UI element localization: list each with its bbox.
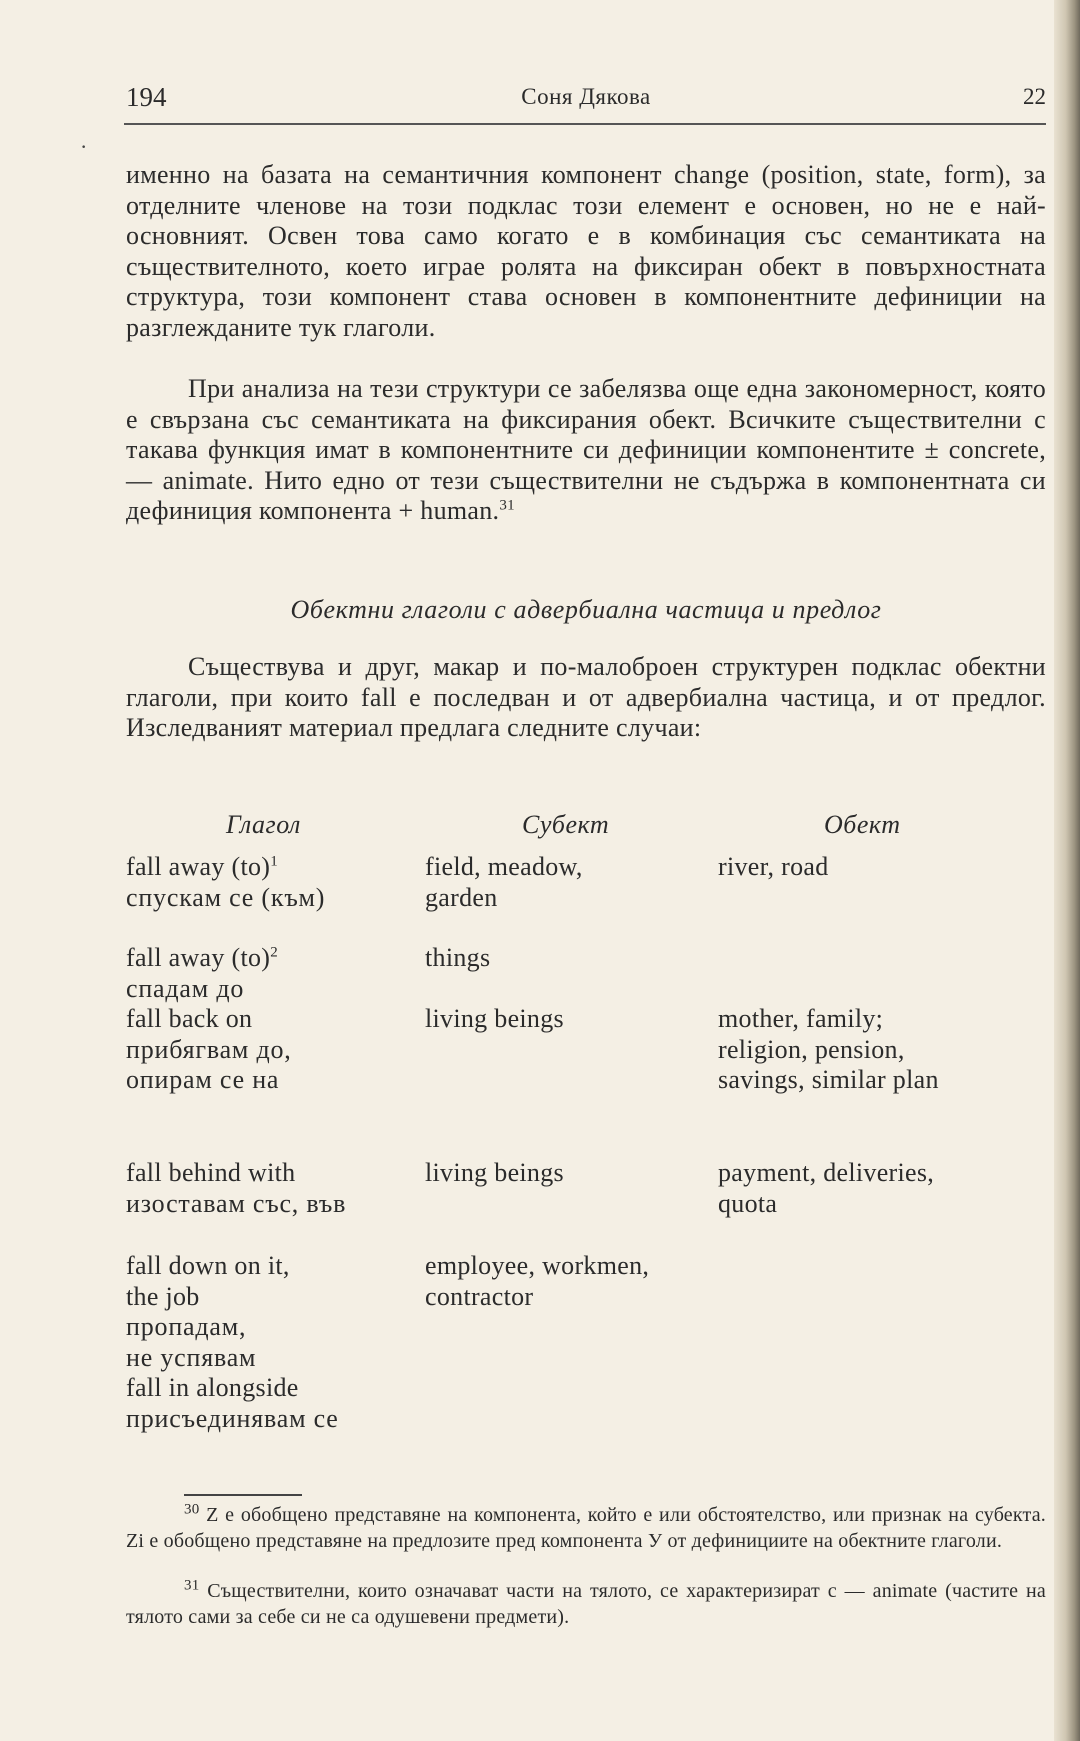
object-cell bbox=[718, 1004, 1048, 1096]
verb-text: fall behind with bbox=[126, 1158, 296, 1187]
subject-cell bbox=[425, 1158, 715, 1189]
subject-cell bbox=[425, 1004, 715, 1035]
subject-line: things bbox=[425, 943, 491, 972]
footnote-text: Съществителни, които означават части на тялото, се характеризират с — animate (частите на тялото сами за себе си не са одушевени предмети). bbox=[126, 1580, 1047, 1628]
footnote-ref-31[interactable]: 31 bbox=[499, 497, 515, 514]
verb-text: the job bbox=[126, 1281, 200, 1311]
verb-cell bbox=[126, 943, 416, 1004]
page-number: 194 bbox=[126, 82, 167, 112]
footnote-number: 30 bbox=[184, 1501, 200, 1518]
gloss-text: спадам до bbox=[126, 973, 245, 1003]
paragraph-2-text: При анализа на тези структури се забелязва още една закономерност, която е свързана със семантиката на фиксирания обект. Всичките съществителни с такава функция имат в компонентните си дефиниции компонентите ± concrete, — animate. Нито едно от тези съществителни не съдържа в компонентната си дефиниция компонента + human. bbox=[126, 374, 1046, 525]
subject-cell bbox=[425, 943, 715, 974]
object-line: religion, pension, bbox=[718, 1034, 905, 1064]
column-header-verb: Глагол bbox=[226, 810, 301, 839]
verb-text: fall away (to) bbox=[126, 943, 271, 972]
subject-line: living beings bbox=[425, 1158, 564, 1187]
header-rule bbox=[124, 123, 1046, 125]
verb-cell bbox=[126, 1373, 416, 1434]
subject-cell bbox=[425, 852, 715, 913]
paragraph-3: Съществува и друг, макар и по-малоброен структурен подклас обектни глаголи, при които fall е последван и от адвербиална частица, и от предлог. Изследваният материал предлага следните случаи: bbox=[126, 652, 1046, 742]
gloss-text: не успявам bbox=[126, 1342, 257, 1372]
subject-line: garden bbox=[425, 882, 498, 912]
column-header-object: Обект bbox=[824, 810, 901, 839]
margin-mark: · bbox=[80, 134, 88, 159]
verb-ref: 2 bbox=[270, 944, 279, 961]
gloss-text: опирам се на bbox=[126, 1065, 280, 1094]
column-header-subject: Субект bbox=[522, 810, 610, 839]
page-header bbox=[126, 78, 1046, 122]
subject-line: employee, workmen, bbox=[425, 1251, 650, 1280]
verb-cell bbox=[126, 1251, 416, 1373]
object-line: mother, family; bbox=[718, 1004, 884, 1033]
gloss-text: присъединявам се bbox=[126, 1403, 339, 1433]
verb-text: fall in alongside bbox=[126, 1373, 299, 1402]
subject-cell bbox=[425, 1251, 715, 1312]
object-cell bbox=[718, 852, 1048, 883]
verb-cell bbox=[126, 1004, 416, 1096]
footnote-text: Z е обобщено представяне на компонента, който е или обстоятелство, или признак на субекта. Zi е обобщено представяне на предлозите пред компонента У от дефинициите на обектните глаголи. bbox=[126, 1504, 1046, 1552]
footnote-30 bbox=[126, 1502, 1046, 1554]
paragraph-2 bbox=[126, 374, 1046, 527]
verb-text: fall away (to) bbox=[126, 852, 271, 881]
verb-cell bbox=[126, 852, 416, 913]
subject-line: contractor bbox=[425, 1281, 534, 1311]
verb-ref: 1 bbox=[270, 853, 279, 870]
page-edge-shadow bbox=[1054, 0, 1080, 1741]
footnote-rule bbox=[184, 1494, 302, 1496]
object-cell bbox=[718, 1158, 1048, 1219]
subject-line: living beings bbox=[425, 1004, 564, 1033]
object-line: payment, deliveries, bbox=[718, 1158, 935, 1187]
verb-text: fall down on it, bbox=[126, 1251, 290, 1280]
running-title: Соня Дякова bbox=[521, 84, 651, 109]
verb-text: fall back on bbox=[126, 1004, 253, 1033]
gloss-text: спускам се (към) bbox=[126, 882, 326, 912]
section-heading: Обектни глаголи с адвербиална частица и предлог bbox=[290, 595, 882, 624]
chapter-number: 22 bbox=[1023, 84, 1046, 109]
gloss-text: пропадам, bbox=[126, 1312, 247, 1341]
paragraph-1: именно на базата на семантичния компонент change (position, state, form), за отделните членове на този подклас този елемент е основен, но не е най-основният. Освен това само когато е в комбинация със семантиката на съществителното, което играе ролята на фиксиран обект в повърхностната структура, този компонент става основен в компонентните дефиниции на разглежданите тук глаголи. bbox=[126, 160, 1046, 342]
gloss-text: прибягвам до, bbox=[126, 1034, 292, 1064]
object-line: savings, similar plan bbox=[718, 1065, 939, 1094]
footnote-number: 31 bbox=[184, 1577, 200, 1594]
verb-cell bbox=[126, 1158, 416, 1219]
object-line: quota bbox=[718, 1188, 778, 1218]
gloss-text: изоставам със, във bbox=[126, 1188, 347, 1218]
footnote-31 bbox=[126, 1578, 1046, 1630]
object-line: river, road bbox=[718, 852, 829, 881]
subject-line: field, meadow, bbox=[425, 852, 583, 881]
